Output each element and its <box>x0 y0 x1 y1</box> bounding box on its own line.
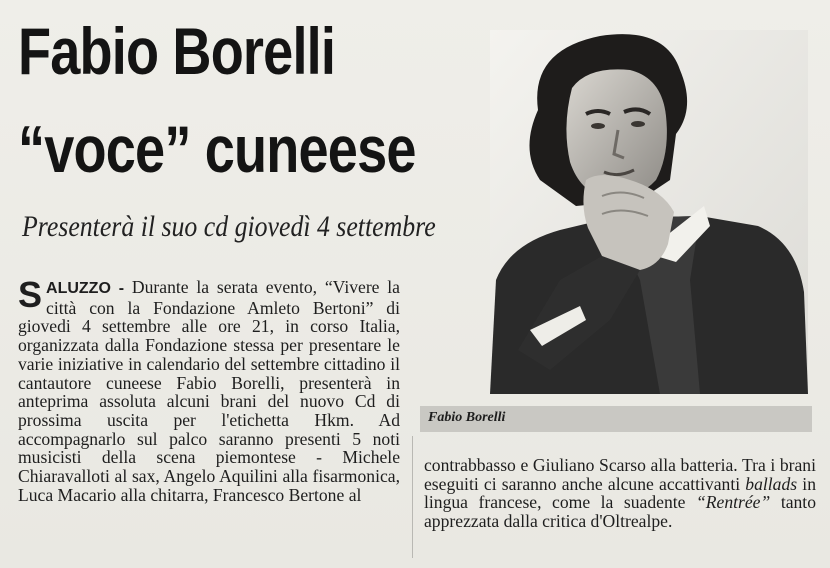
article-italic-ballads: ballads <box>745 473 798 494</box>
headline-line-2: “voce” cuneese <box>18 112 416 186</box>
dateline-place: ALUZZO - <box>46 280 125 297</box>
article-body-left: Durante la serata evento, “Vivere la città con la Fondazione Amleto Bertoni” di giovedi 4 settembre alle ore 21, in corso Italia, organizzata dalla Fondazione stessa per presentare le varie iniziative in calendario del settembre cittadino il cantautore cuneese Fabio Borelli, presenterà in anteprima assoluta alcuni brani del nuovo Cd di prossima uscita per l'etichetta Hkm. Ad accompagnarlo sul palco saranno presenti 5 noti musicisti della scena piemontese - Michele Chiaravalloti al sax, Angelo Aquilini alla fisarmonica, Luca Macario alla chitarra, Francesco Bertone al <box>18 277 400 505</box>
article-body-right-2: in lingua francese, come la suadente <box>424 473 816 513</box>
article-body-right-3: tanto apprezzata dalla critica d'Oltrealpe. <box>424 492 816 532</box>
drop-cap: S <box>18 274 43 315</box>
article-column-left <box>18 274 400 505</box>
article-column-right <box>424 456 816 531</box>
portrait-illustration <box>490 30 808 394</box>
article-body-right-1: contrabbasso e Giuliano Scarso alla batteria. Tra i brani eseguiti ci saranno anche alcune accattivanti <box>424 455 816 494</box>
article-italic-title: “Rentrée” <box>696 492 771 513</box>
photo-caption: Fabio Borelli <box>428 410 506 425</box>
subtitle: Presenterà il suo cd giovedì 4 settembre <box>22 210 436 243</box>
portrait-photo <box>490 30 808 394</box>
column-divider <box>412 436 413 558</box>
headline-line-1: Fabio Borelli <box>18 14 336 88</box>
